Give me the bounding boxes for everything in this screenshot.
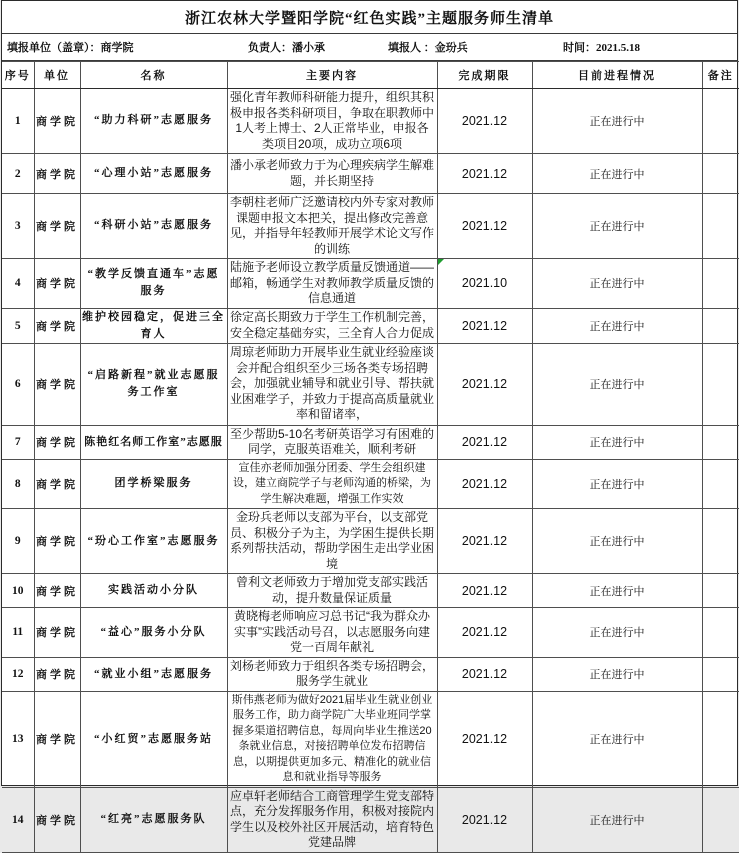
table-header-row xyxy=(2,62,739,89)
page-title: 浙江农林大学暨阳学院“红色实践”主题服务师生清单 xyxy=(184,10,554,27)
unit-cell: 商学院 xyxy=(34,574,80,608)
service-name-cell: “启路新程”就业志愿服务工作室 xyxy=(80,343,227,425)
row-number-cell: 10 xyxy=(2,574,34,608)
remark-cell xyxy=(702,259,739,309)
main-content-cell: 李朝柱老师广泛邀请校内外专家对教师课题申报文本把关，提出修改完善意见，并指导年轻教师开展学术论文写作的训练 xyxy=(227,194,437,259)
main-content-cell: 刘杨老师致力于组织各类专场招聘会，服务学生就业 xyxy=(227,657,437,691)
row-number-cell: 12 xyxy=(2,657,34,691)
main-content-cell: 斯伟燕老师为做好2021届毕业生就业创业服务工作，助力商学院广大毕业班同学掌握多渠道招聘信息，每周向毕业生推送20条就业信息，对接招聘单位发布招聘信息，以期提供更加多元、精准化的就业信息和就业指导等服务 xyxy=(227,691,437,787)
service-name-cell: “科研小站”志愿服务 xyxy=(80,194,227,259)
column-header-name: 名称 xyxy=(80,62,227,89)
progress-cell: 正在进行中 xyxy=(532,154,702,194)
progress-cell: 正在进行中 xyxy=(532,608,702,658)
deadline-cell: 2021.12 xyxy=(437,657,532,691)
main-content-cell: 潘小承老师致力于为心理疾病学生解难题，并长期坚持 xyxy=(227,154,437,194)
unit-cell: 商学院 xyxy=(34,89,80,154)
service-name-cell: “就业小组”志愿服务 xyxy=(80,657,227,691)
progress-cell: 正在进行中 xyxy=(532,194,702,259)
remark-cell xyxy=(702,691,739,787)
table-row xyxy=(2,154,739,194)
service-name-cell: 维护校园稳定，促进三全育人 xyxy=(80,308,227,343)
unit-cell: 商学院 xyxy=(34,259,80,309)
main-content-cell: 应卓轩老师结合工商管理学生党支部特点，充分发挥服务作用，积极对接院内学生以及校外社区开展活动，培育特色党建品牌 xyxy=(227,787,437,852)
report-date: 时间：2021.5.18 xyxy=(563,42,640,54)
deadline-cell: 2021.10 xyxy=(437,259,532,309)
main-content-cell: 周琼老师助力开展毕业生就业经验座谈会并配合组织至少三场各类专场招聘会，加强就业辅导和就业引导、帮扶就业困难学子，并致力于提高高质量就业率和留诸率， xyxy=(227,343,437,425)
deadline-cell: 2021.12 xyxy=(437,343,532,425)
column-header-remark: 备注 xyxy=(702,62,739,89)
row-number-cell: 11 xyxy=(2,608,34,658)
row-number-cell: 5 xyxy=(2,308,34,343)
table-row xyxy=(2,343,739,425)
remark-cell xyxy=(702,154,739,194)
progress-cell: 正在进行中 xyxy=(532,89,702,154)
person-in-charge: 负责人：潘小承 xyxy=(248,42,325,54)
remark-cell xyxy=(702,608,739,658)
progress-cell: 正在进行中 xyxy=(532,308,702,343)
deadline-cell: 2021.12 xyxy=(437,691,532,787)
main-content-cell: 曾利文老师致力于增加党支部实践活动，提升数量保证质量 xyxy=(227,574,437,608)
unit-cell: 商学院 xyxy=(34,154,80,194)
row-number-cell: 1 xyxy=(2,89,34,154)
unit-cell: 商学院 xyxy=(34,608,80,658)
row-number-cell: 2 xyxy=(2,154,34,194)
progress-cell: 正在进行中 xyxy=(532,459,702,509)
main-content-cell: 至少帮助5-10名考研英语学习有困难的同学，克服英语难关，顺利考研 xyxy=(227,425,437,459)
table-row xyxy=(2,657,739,691)
main-content-cell: 陆施予老师设立教学质量反馈通道——邮箱，畅通学生对教师教学质量反馈的信息通道 xyxy=(227,259,437,309)
row-number-cell: 7 xyxy=(2,425,34,459)
deadline-cell: 2021.12 xyxy=(437,787,532,852)
table-row xyxy=(2,89,739,154)
service-name-cell: 陈艳红名师工作室”志愿服 xyxy=(80,425,227,459)
form-filler: 填报人 ：金玢兵 xyxy=(388,42,468,54)
service-name-cell: 实践活动小分队 xyxy=(80,574,227,608)
table-row xyxy=(2,425,739,459)
remark-cell xyxy=(702,787,739,852)
table-row xyxy=(2,459,739,509)
table-row xyxy=(2,308,739,343)
deadline-cell: 2021.12 xyxy=(437,459,532,509)
deadline-cell: 2021.12 xyxy=(437,154,532,194)
service-name-cell: “教学反馈直通车”志愿服务 xyxy=(80,259,227,309)
unit-cell: 商学院 xyxy=(34,787,80,852)
progress-cell: 正在进行中 xyxy=(532,657,702,691)
cell-comment-marker xyxy=(438,259,444,265)
document-sheet xyxy=(1,0,738,850)
service-name-cell: “助力科研”志愿服务 xyxy=(80,89,227,154)
progress-cell: 正在进行中 xyxy=(532,691,702,787)
info-bar xyxy=(2,34,737,61)
remark-cell xyxy=(702,459,739,509)
service-name-cell: 团学桥梁服务 xyxy=(80,459,227,509)
table-row xyxy=(2,509,739,574)
unit-cell: 商学院 xyxy=(34,509,80,574)
row-number-cell: 3 xyxy=(2,194,34,259)
deadline-cell: 2021.12 xyxy=(437,425,532,459)
unit-cell: 商学院 xyxy=(34,691,80,787)
service-list-table xyxy=(2,61,739,853)
unit-cell: 商学院 xyxy=(34,459,80,509)
remark-cell xyxy=(702,574,739,608)
progress-cell: 正在进行中 xyxy=(532,509,702,574)
title-bar xyxy=(2,1,737,34)
progress-cell: 正在进行中 xyxy=(532,574,702,608)
service-name-cell: “小红贸”志愿服务站 xyxy=(80,691,227,787)
remark-cell xyxy=(702,657,739,691)
table-row xyxy=(2,574,739,608)
row-number-cell: 4 xyxy=(2,259,34,309)
unit-cell: 商学院 xyxy=(34,425,80,459)
remark-cell xyxy=(702,509,739,574)
row-number-cell: 9 xyxy=(2,509,34,574)
progress-cell: 正在进行中 xyxy=(532,425,702,459)
reporting-unit: 填报单位（盖章）：商学院 xyxy=(7,42,134,54)
remark-cell xyxy=(702,89,739,154)
progress-cell: 正在进行中 xyxy=(532,787,702,852)
unit-cell: 商学院 xyxy=(34,194,80,259)
deadline-cell: 2021.12 xyxy=(437,574,532,608)
column-header-progress: 目前进程情况 xyxy=(532,62,702,89)
main-content-cell: 黄晓梅老师响应习总书记“我为群众办实事”实践活动号召，以志愿服务向建党一百周年献礼 xyxy=(227,608,437,658)
unit-cell: 商学院 xyxy=(34,308,80,343)
column-header-deadline: 完成期限 xyxy=(437,62,532,89)
table-row xyxy=(2,787,739,852)
deadline-cell: 2021.12 xyxy=(437,509,532,574)
remark-cell xyxy=(702,343,739,425)
row-number-cell: 13 xyxy=(2,691,34,787)
main-content-cell: 强化青年教师科研能力提升，组织其积极申报各类科研项目，争取在职教师中1人考上博士、2人正常毕业，申报各类项目20项，成功立项6项 xyxy=(227,89,437,154)
row-number-cell: 8 xyxy=(2,459,34,509)
deadline-cell: 2021.12 xyxy=(437,194,532,259)
service-name-cell: “益心”服务小分队 xyxy=(80,608,227,658)
service-name-cell: “红亮”志愿服务队 xyxy=(80,787,227,852)
deadline-cell: 2021.12 xyxy=(437,89,532,154)
deadline-cell: 2021.12 xyxy=(437,308,532,343)
progress-cell: 正在进行中 xyxy=(532,259,702,309)
table-row xyxy=(2,691,739,787)
main-content-cell: 金玢兵老师以支部为平台，以支部党员、积极分子为主，为学困生提供长期系列帮扶活动，帮助学困生走出学业困境 xyxy=(227,509,437,574)
table-row xyxy=(2,608,739,658)
service-name-cell: “心理小站”志愿服务 xyxy=(80,154,227,194)
remark-cell xyxy=(702,308,739,343)
column-header-unit: 单位 xyxy=(34,62,80,89)
unit-cell: 商学院 xyxy=(34,343,80,425)
unit-cell: 商学院 xyxy=(34,657,80,691)
column-header-content: 主要内容 xyxy=(227,62,437,89)
main-content-cell: 徐定高长期致力于学生工作机制完善，安全稳定基础夯实，三全育人合力促成 xyxy=(227,308,437,343)
table-row xyxy=(2,194,739,259)
service-name-cell: “玢心工作室”志愿服务 xyxy=(80,509,227,574)
main-content-cell: 宣佳亦老师加强分团委、学生会组织建设，建立商院学子与老师沟通的桥梁，为学生解决难题，增强工作实效 xyxy=(227,459,437,509)
progress-cell: 正在进行中 xyxy=(532,343,702,425)
column-header-no: 序号 xyxy=(2,62,34,89)
deadline-cell: 2021.12 xyxy=(437,608,532,658)
remark-cell xyxy=(702,194,739,259)
table-body xyxy=(2,89,739,853)
row-number-cell: 6 xyxy=(2,343,34,425)
row-number-cell: 14 xyxy=(2,787,34,852)
table-row xyxy=(2,259,739,309)
remark-cell xyxy=(702,425,739,459)
